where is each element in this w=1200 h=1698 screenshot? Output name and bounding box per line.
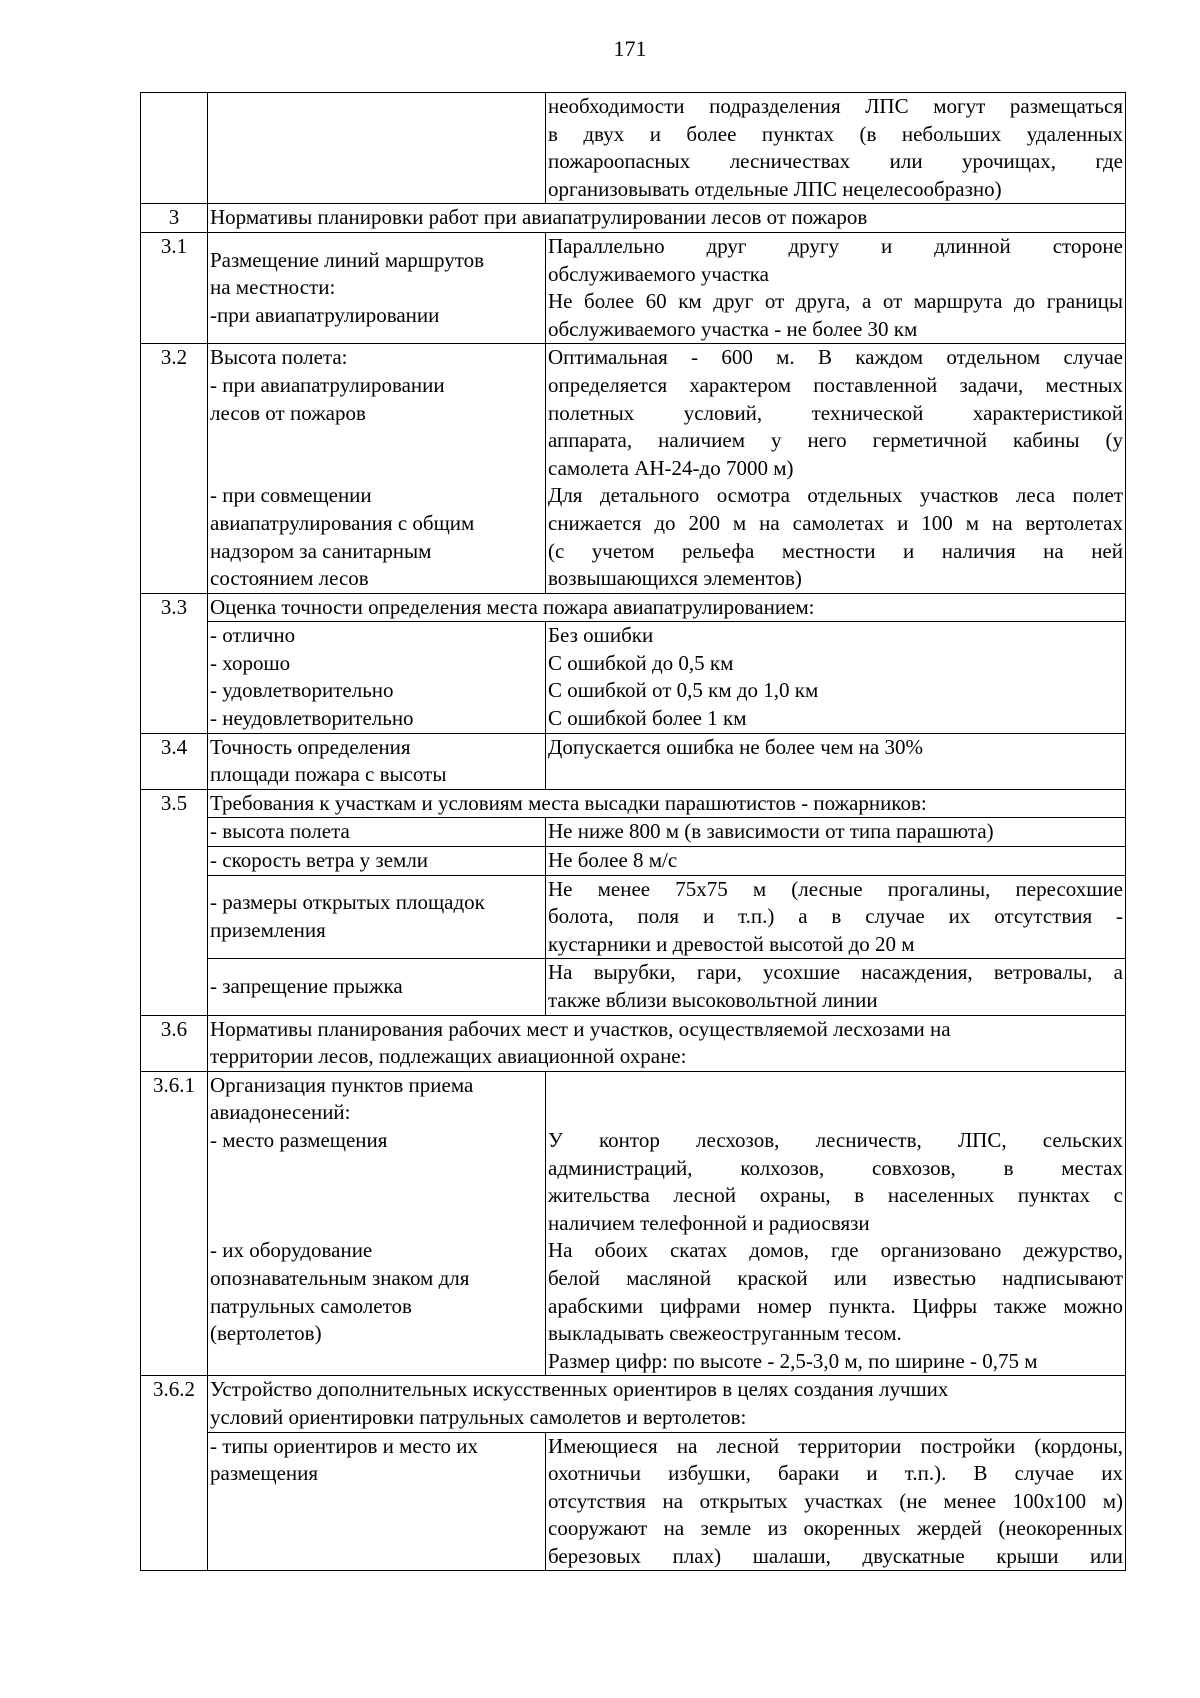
subsection-heading: Оценка точности определения места пожара авиапатрулированием:	[208, 593, 1126, 622]
parameter-cell: - размеры открытых площадок приземления	[208, 875, 546, 959]
parameter-cell: Высота полета: - при авиапатрулировании лесов от пожаров - при совмещении авиапатрулирования с общим надзором за санитарным состоянием лесов	[208, 344, 546, 593]
parameter-cell: Размещение линий маршрутов на местности: -при авиапатрулировании	[208, 232, 546, 343]
table-row-3-3	[141, 593, 1126, 622]
parameter-cell: - типы ориентиров и место их размещения	[208, 1432, 546, 1571]
table-row-3	[141, 204, 1126, 233]
table-row-3-6-2	[141, 1376, 1126, 1432]
norm-cell: На вырубки, гари, усохшие насаждения, ветровалы, а также вблизи высоковольтной линии	[546, 959, 1126, 1015]
parameter-cell: - отлично - хорошо - удовлетворительно - неудовлетворительно	[208, 622, 546, 733]
norm-cell: Допускается ошибка не более чем на 30%	[546, 733, 1126, 789]
table-row-3-6	[141, 1015, 1126, 1071]
page-number: 171	[613, 36, 647, 61]
table-row-3-5-c	[141, 875, 1126, 959]
row-number: 3.2	[141, 344, 208, 593]
table-row-3-2	[141, 344, 1126, 593]
table-row-3-6-1	[141, 1071, 1126, 1376]
subsection-heading: Устройство дополнительных искусственных ориентиров в целях создания лучших условий ориентировки патрульных самолетов и вертолетов:	[208, 1376, 1126, 1432]
section-heading: Нормативы планировки работ при авиапатрулировании лесов от пожаров	[208, 204, 1126, 233]
table-row-3-5-b	[141, 847, 1126, 876]
parameter-cell: - скорость ветра у земли	[208, 847, 546, 876]
parameter-cell: Организация пунктов приема авиадонесений: - место размещения - их оборудование опознавательным знаком для патрульных самолетов (вертолетов)	[208, 1071, 546, 1376]
norm-cell: Без ошибки С ошибкой до 0,5 км С ошибкой от 0,5 км до 1,0 км С ошибкой более 1 км	[546, 622, 1126, 733]
section-heading: Нормативы планирования рабочих мест и участков, осуществляемой лесхозами на территории лесов, подлежащих авиационной охране:	[208, 1015, 1126, 1071]
subsection-heading: Требования к участкам и условиям места высадки парашютистов - пожарников:	[208, 789, 1126, 818]
table-row-3-6-2-body	[141, 1432, 1126, 1571]
parameter-cell: - высота полета	[208, 818, 546, 847]
norm-cell: У контор лесхозов, лесничеств, ЛПС, сельских администраций, колхозов, совхозов, в местах жительства лесной охраны, в населенных пунктах с наличием телефонной и радиосвязи На обоих скатах домов, где организовано дежурство, белой масляной краской или известью надписывают арабскими цифрами номер пункта. Цифры также можно выкладывать свежеоструганным тесом. Размер цифр: по высоте - 2,5-3,0 м, по ширине - 0,75 м	[546, 1071, 1126, 1376]
table-row-continuation	[141, 93, 1126, 204]
row-number: 3.6.1	[141, 1071, 208, 1376]
norm-cell: Не ниже 800 м (в зависимости от типа парашюта)	[546, 818, 1126, 847]
norm-cell: Не более 8 м/с	[546, 847, 1126, 876]
row-number: 3.6	[141, 1015, 208, 1071]
norm-cell: Имеющиеся на лесной территории постройки (кордоны, охотничьи избушки, бараки и т.п.). В случае их отсутствия на открытых участках (не менее 100х100 м) сооружают на земле из окоренных жердей (неокоренных березовых плах) шалаши, двускатные крыши или	[546, 1432, 1126, 1571]
norm-cell: Не менее 75х75 м (лесные прогалины, пересохшие болота, поля и т.п.) а в случае их отсутствия - кустарники и древостой высотой до 20 м	[546, 875, 1126, 959]
parameter-cell: Точность определения площади пожара с высоты	[208, 733, 546, 789]
row-number: 3.5	[141, 789, 208, 1015]
table-row-3-1	[141, 232, 1126, 343]
norm-cell: Параллельно друг другу и длинной стороне обслуживаемого участка Не более 60 км друг от друга, а от маршрута до границы обслуживаемого участка - не более 30 км	[546, 232, 1126, 343]
row-number: 3.6.2	[141, 1376, 208, 1571]
row-number: 3.4	[141, 733, 208, 789]
table-row-3-4	[141, 733, 1126, 789]
norm-cell: Оптимальная - 600 м. В каждом отдельном случае определяется характером поставленной задачи, местных полетных условий, технической характеристикой аппарата, наличием у него герметичной кабины (у самолета АН-24-до 7000 м) Для детального осмотра отдельных участков леса полет снижается до 200 м на самолетах и 100 м на вертолетах (с учетом рельефа местности и наличия на ней возвышающихся элементов)	[546, 344, 1126, 593]
norms-table	[140, 92, 1126, 1571]
cell-continuation-text: необходимости подразделения ЛПС могут размещаться в двух и более пунктах (в небольших удаленных пожароопасных лесничествах или урочищах, где организовывать отдельные ЛПС нецелесообразно)	[546, 93, 1126, 204]
table-row-3-5	[141, 789, 1126, 818]
parameter-cell: - запрещение прыжка	[208, 959, 546, 1015]
cell-left-empty	[208, 93, 546, 204]
table-row-3-5-d	[141, 959, 1126, 1015]
table-row-3-5-a	[141, 818, 1126, 847]
row-number: 3.1	[141, 232, 208, 343]
cell-num-empty	[141, 93, 208, 204]
table-row-3-3-body	[141, 622, 1126, 733]
row-number: 3	[141, 204, 208, 233]
row-number: 3.3	[141, 593, 208, 733]
